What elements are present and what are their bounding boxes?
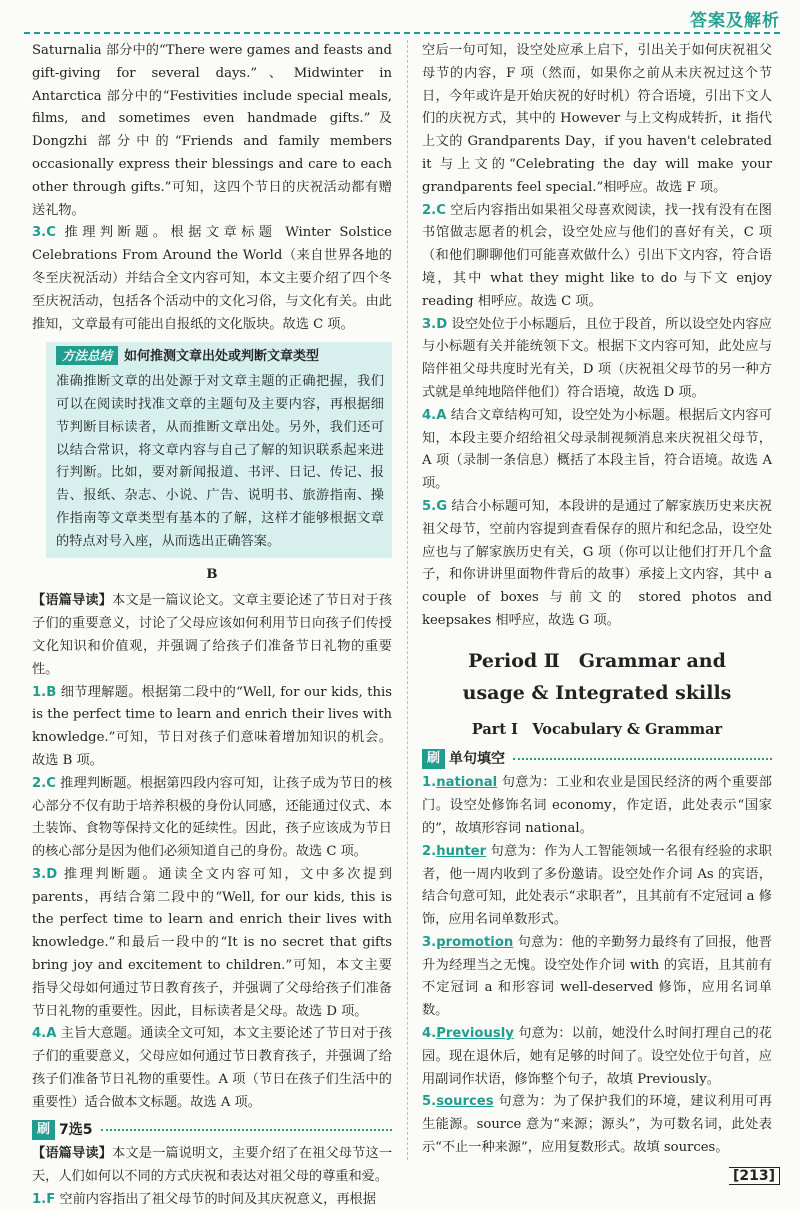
question-number: 5. — [422, 1094, 437, 1110]
question-7x5-1 — [32, 1189, 392, 1212]
period-title-line2: usage & Integrated skills — [462, 681, 732, 704]
continued-paragraph: 空后一句可知，设空处应承上启下，引出关于如何庆祝祖父母节的内容，F 项（然而，如果你之前从未庆祝过这个节日，今年或许是开始庆祝的好时机）符合语境，引出下文人们的庆祝方式，其中的 However 与上文构成转折，it 指代上文的 Grandparents Day，if you haven't celebrated it 与上文的“Celebrating the day will make your grandparents feel special.”相呼应。故选 F 项。 — [422, 43, 772, 195]
fill-answer: Previously — [436, 1026, 514, 1042]
left-column — [32, 40, 392, 1212]
page-number-value: 213 — [739, 1168, 769, 1184]
section-dots — [101, 1129, 393, 1131]
question-explanation: 句意为：他的辛勤努力最终有了回报，他晋升为经理当之无愧。设空处作介词 with 的宾语，且其前有不定冠词 a 和形容词 well-deserved 修饰，应用名词单数。 — [422, 934, 772, 1019]
answer-letter: B — [46, 684, 57, 700]
fill-answer: hunter — [436, 843, 487, 859]
question-number: 2. — [422, 843, 437, 859]
answer-letter: G — [436, 498, 448, 514]
passage-guide-7x5 — [32, 1143, 392, 1189]
question-explanation: 推理判断题。根据第四段内容可知，让孩子成为节日的核心部分不仅有助于培养积极的身份认同感，还能通过仪式、本土装饰、食物等保持文化的延续性。因此，孩子应该成为节日的核心部分是因为他们必须知道自己的身份。故选 C 项。 — [32, 775, 393, 860]
section-tag: 刷 — [32, 1120, 55, 1140]
question-explanation: 结合文章结构可知，设空处为小标题。根据后文内容可知，本段主要介绍给祖父母录制视频消息来庆祝祖父母节，A 项（录制一条信息）概括了本段主旨，符合语境。故选 A 项。 — [422, 407, 772, 492]
section-label: 单句填空 — [449, 750, 506, 767]
question-number: 2. — [422, 202, 437, 218]
period-title-line1: Period Ⅱ Grammar and — [468, 649, 726, 672]
question-explanation: 推理判断题。通读全文内容可知，文中多次提到 parents，再结合第二段中的“Well, for our kids, this is the perfect time to learn and enrich their lives with knowledge.”和最后一段中的“It is no secret that gifts bring joy and excitement to children.”可知，本文主要指导父母如何通过节日教育孩子，并强调了父母给孩子们准备节日礼物的重要性。因此，目标读者是父母。故选 D 项。 — [32, 866, 392, 1019]
question-7x5-5 — [422, 496, 772, 633]
question-explanation: 推理判断题。根据文章标题 Winter Solstice Celebrations From Around the World（来自世界各地的冬至庆祝活动）并结合全文内容可知，本文主要介绍了四个冬至庆祝活动，包括各个活动中的文化习俗，与文化有关。由此推知，文章最有可能出自报纸的文化版块。故选 C 项。 — [32, 225, 392, 332]
guide-text: 本文是一篇说明文，主要介绍了在祖父母节这一天，人们如何以不同的方式庆祝和表达对祖父母的尊重和爱。 — [32, 1146, 393, 1185]
section-dots — [513, 758, 772, 760]
fill-item-4 — [422, 1023, 772, 1091]
question-explanation: 设空处位于小标题后，且位于段首，所以设空处内容应与小标题有关并能统领下文。根据下文内容可知，此处应与陪伴祖父母共度时光有关，D 项（庆祝祖父母节的另一种方式就是单纯地陪伴他们）符合语境，故选 D 项。 — [422, 316, 772, 400]
question-number: 4. — [422, 407, 437, 423]
fill-answer: national — [436, 775, 498, 791]
period-title — [422, 645, 772, 709]
guide-label: 【语篇导读】 — [32, 1146, 113, 1162]
passage-guide-b — [32, 590, 392, 681]
question-number: 4. — [422, 1026, 437, 1042]
page-header-title: 答案及解析 — [690, 11, 780, 31]
method-title: 如何推测文章出处或判断文章类型 — [124, 349, 320, 365]
question-number: 1. — [32, 684, 47, 700]
question-explanation: 句意为：以前，她没什么时间打理自己的花园。现在退休后，她有足够的时间了。设空处位于句首，应用副词作状语，修饰整个句子，故填 Previously。 — [422, 1026, 772, 1087]
question-explanation: 句意为：作为人工智能领域一名很有经验的求职者，他一周内收到了多份邀请。设空处作介词 As 的宾语，结合句意可知，此处表示“求职者”，且其前有不定冠词 a 修饰，应用名词单数形式。 — [422, 843, 772, 928]
column-divider — [407, 40, 408, 1160]
section-tag: 刷 — [422, 749, 445, 769]
question-number: 1. — [32, 1192, 47, 1208]
question-b3 — [32, 864, 392, 1024]
answer-letter: C — [46, 225, 56, 241]
section-7x5-bar — [32, 1119, 392, 1142]
fill-answer: sources — [436, 1094, 494, 1110]
method-tag: 方法总结 — [56, 346, 118, 365]
question-number: 1. — [422, 775, 437, 791]
answer-letter: A — [436, 407, 447, 423]
question-number: 3. — [422, 934, 437, 950]
question-explanation: 空后内容指出如果祖父母喜欢阅读，找一找有没有在图书馆做志愿者的机会，设空处应与他们的喜好有关，C 项（和他们聊聊他们可能喜欢做什么）引出下文内容，符合语境，其中 what they might like to do 与下文 enjoy reading 相呼应。故选 C 项。 — [422, 202, 772, 309]
section-b-heading: B — [206, 566, 218, 582]
question-b1 — [32, 682, 392, 773]
question-number: 3. — [32, 225, 47, 241]
fill-item-2 — [422, 841, 772, 932]
section-label: 7选5 — [59, 1121, 93, 1138]
question-explanation: 句意为：工业和农业是国民经济的两个重要部门。设空处修饰名词 economy，作定语，此处表示“国家的”，故填形容词 national。 — [422, 775, 772, 836]
question-b2 — [32, 773, 392, 864]
question-explanation: 空前内容指出了祖父母节的时间及其庆祝意义，再根据 — [59, 1192, 376, 1208]
fill-item-3 — [422, 932, 772, 1023]
guide-text: 本文是一篇议论文。文章主要论述了节日对于孩子们的重要意义，讨论了父母应该如何利用节日向孩子们传授文化知识和价值观，并强调了给孩子们准备节日礼物的重要性。 — [32, 593, 393, 677]
answer-letter: A — [46, 1026, 57, 1042]
intro-paragraph: Saturnalia 部分中的“There were games and feasts and gift-giving for several days.”、Midwinter in Antarctica 部分中的“Festivities include special meals, films, and sometimes even handmade gifts.”及 Dongzhi 部分中的“Friends and family members occasionally express their blessings and care to each other through gifts.”可知，这四个节日的庆祝活动都有赠送礼物。 — [32, 43, 392, 218]
answer-letter: C — [46, 775, 56, 791]
answer-letter: C — [436, 202, 446, 218]
question-explanation: 句意为：为了保护我们的环境，建议利用可再生能源。source 意为“来源；源头”，为可数名词，此处表示“不止一种来源”，应用复数形式。故填 sources。 — [422, 1094, 772, 1156]
part-title: Part Ⅰ Vocabulary & Grammar — [471, 720, 723, 738]
fill-item-5 — [422, 1091, 772, 1159]
answer-letter: D — [46, 866, 58, 882]
question-7x5-3 — [422, 314, 772, 405]
section-fill-bar — [422, 748, 772, 771]
method-summary-box — [46, 342, 392, 557]
method-text: 准确推断文章的出处源于对文章主题的正确把握，我们可以在阅读时找准文章的主题句及主要内容，再根据细节判断目标读者，从而推断文章出处。另外，我们还可以结合常识，将文章内容与自己了解的知识联系起来进行判断。比如，要对新闻报道、书评、日记、传记、报告、报纸、杂志、小说、广告、说明书、旅游指南、操作指南等文章类型有基本的了解，这样才能够根据文章的特点对号入座，从而选出正确答案。 — [56, 374, 384, 549]
page-number: [213] — [729, 1167, 780, 1185]
question-explanation: 细节理解题。根据第二段中的“Well, for our kids, this is the perfect time to learn and enrich their lives with knowledge.”可知，节日对孩子们意味着增加知识的机会。故选 B 项。 — [32, 684, 392, 768]
answer-letter: F — [46, 1192, 56, 1208]
fill-item-1 — [422, 772, 772, 840]
question-a3 — [32, 222, 392, 336]
question-b4 — [32, 1023, 392, 1114]
fill-answer: promotion — [436, 934, 514, 950]
question-number: 5. — [422, 498, 437, 514]
question-number: 3. — [422, 316, 437, 332]
answer-letter: D — [436, 316, 448, 332]
question-explanation: 结合小标题可知，本段讲的是通过了解家族历史来庆祝祖父母节，空前内容提到查看保存的照片和纪念品，设空处应也与了解家族历史有关，G 项（你可以让他们打开几个盒子，和你讲讲里面物件背后的故事）承接上文内容，其中 a couple of boxes 与前文的 stored photos and keepsakes 相呼应，故选 G 项。 — [422, 498, 772, 628]
right-column — [422, 40, 772, 1160]
question-number: 4. — [32, 1026, 47, 1042]
question-explanation: 主旨大意题。通读全文可知，本文主要论述了节日对于孩子们的重要意义，父母应如何通过节日教育孩子，并强调了给孩子们准备节日礼物的重要性。A 项（节日在孩子们生活中的重要性）适合做本文标题。故选 A 项。 — [32, 1026, 392, 1110]
header-rule — [24, 32, 780, 34]
question-7x5-4 — [422, 405, 772, 496]
question-7x5-2 — [422, 200, 772, 314]
question-number: 2. — [32, 775, 47, 791]
question-number: 3. — [32, 866, 47, 882]
guide-label: 【语篇导读】 — [32, 593, 113, 609]
